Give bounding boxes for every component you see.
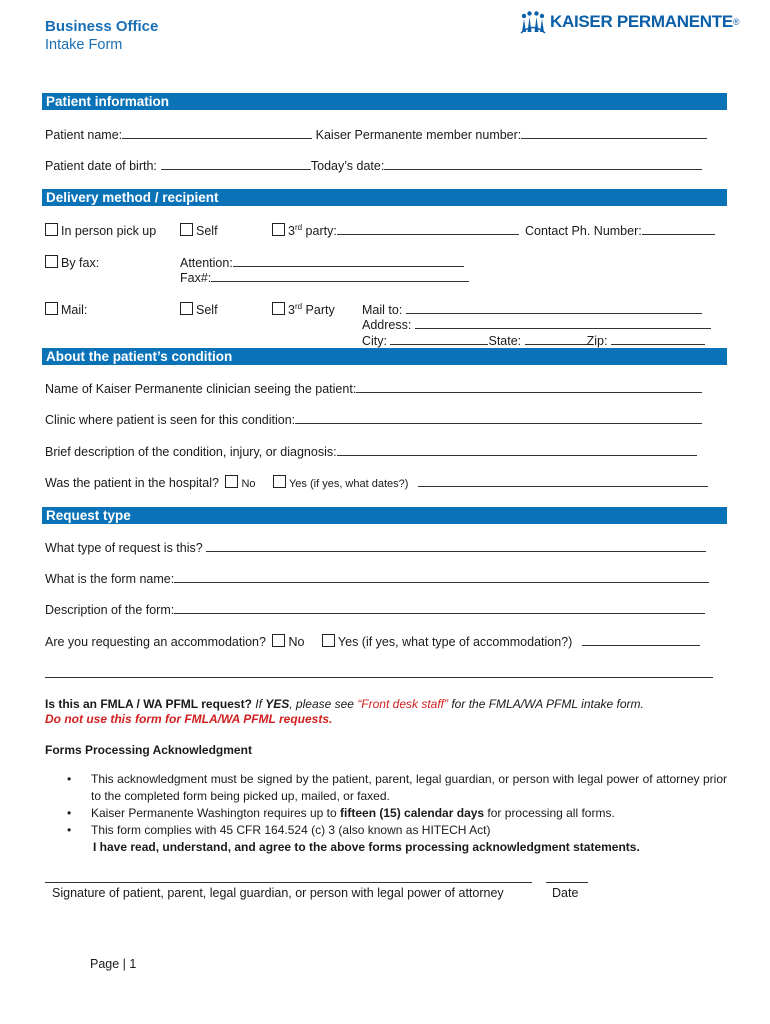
hospital-dates-field[interactable] bbox=[418, 475, 708, 487]
mail-third-party-option bbox=[272, 302, 335, 317]
form-name-field[interactable] bbox=[174, 571, 709, 583]
mail-third-party-checkbox[interactable] bbox=[272, 302, 285, 315]
fax-option bbox=[45, 255, 99, 270]
mail-option bbox=[45, 302, 87, 317]
diagnosis-field[interactable] bbox=[337, 444, 697, 456]
date-label: Date bbox=[552, 886, 579, 900]
fmla-please: , please see bbox=[289, 697, 358, 711]
contact-phone-label: Contact Ph. Number: bbox=[525, 224, 642, 238]
fax-label: By fax: bbox=[61, 256, 100, 270]
address-row bbox=[362, 317, 711, 332]
clinic-label: Clinic where patient is seen for this condition: bbox=[45, 413, 296, 427]
zip-field[interactable] bbox=[611, 333, 705, 345]
pickup-checkbox[interactable] bbox=[45, 223, 58, 236]
fax-checkbox[interactable] bbox=[45, 255, 58, 268]
mail-self-option bbox=[180, 302, 218, 317]
form-name-label: What is the form name: bbox=[45, 572, 175, 586]
third-party-sup: rd bbox=[294, 223, 303, 232]
today-date-label: Today’s date: bbox=[310, 159, 385, 173]
hospital-no-checkbox[interactable] bbox=[225, 475, 238, 488]
diagnosis-row bbox=[45, 444, 697, 459]
mail-label: Mail: bbox=[61, 303, 88, 317]
date-line[interactable] bbox=[546, 882, 588, 883]
accommodation-yes-checkbox[interactable] bbox=[322, 634, 335, 647]
member-number-field[interactable] bbox=[521, 127, 707, 139]
section-patient-condition: About the patient’s condition bbox=[42, 348, 727, 365]
form-description-field[interactable] bbox=[174, 602, 705, 614]
section-delivery-method: Delivery method / recipient bbox=[42, 189, 727, 206]
hospital-yes-label: Yes (if yes, what dates?) bbox=[288, 478, 409, 490]
state-field[interactable] bbox=[525, 333, 587, 345]
section-patient-information: Patient information bbox=[42, 93, 727, 110]
accommodation-label: Are you requesting an accommodation? bbox=[45, 635, 266, 649]
mail-self-checkbox[interactable] bbox=[180, 302, 193, 315]
signature-label: Signature of patient, parent, legal guardian, or person with legal power of attorney bbox=[52, 886, 504, 900]
third-party-label: party: bbox=[302, 224, 337, 239]
ack-list bbox=[45, 771, 727, 854]
mail-to-field[interactable] bbox=[406, 302, 702, 314]
logo-text: KAISER PERMANENTE bbox=[550, 12, 733, 31]
fmla-if: If bbox=[251, 697, 266, 711]
clinician-label: Name of Kaiser Permanente clinician seeing the patient: bbox=[45, 382, 357, 396]
logo-registered-mark: ® bbox=[732, 17, 740, 27]
kaiser-logo bbox=[520, 10, 740, 34]
zip-label: Zip: bbox=[586, 334, 608, 348]
clinic-field[interactable] bbox=[295, 412, 702, 424]
request-type-label: What type of request is this? bbox=[45, 541, 203, 555]
fmla-yes: YES bbox=[265, 697, 290, 711]
fmla-warning: Do not use this form for FMLA/WA PFML requests. bbox=[45, 712, 333, 726]
city-state-zip-row bbox=[362, 333, 705, 348]
accommodation-no-checkbox[interactable] bbox=[272, 634, 285, 647]
fmla-question bbox=[45, 697, 644, 711]
pickup-self-checkbox[interactable] bbox=[180, 223, 193, 236]
accommodation-extra-line[interactable] bbox=[45, 677, 713, 678]
accommodation-no-label: No bbox=[288, 635, 305, 649]
dob-label: Patient date of birth: bbox=[45, 159, 157, 173]
address-label: Address: bbox=[362, 318, 412, 332]
patient-name-field[interactable] bbox=[122, 127, 312, 139]
ack-b2-pre: Kaiser Permanente Washington requires up to bbox=[91, 806, 341, 820]
form-description-label: Description of the form: bbox=[45, 603, 175, 617]
clinician-row bbox=[45, 381, 702, 396]
third-party-field[interactable] bbox=[337, 223, 519, 235]
clinician-field[interactable] bbox=[356, 381, 702, 393]
attention-row bbox=[180, 255, 464, 270]
attention-field[interactable] bbox=[233, 255, 464, 267]
city-label: City: bbox=[362, 334, 387, 348]
ack-bullet-3: • This form complies with 45 CFR 164.524 (c) 3 (also known as HITECH Act) bbox=[45, 822, 727, 839]
ack-b2-bold: fifteen (15) calendar days bbox=[340, 806, 485, 820]
page-number: Page | 1 bbox=[90, 957, 137, 971]
fmla-question-text: Is this an FMLA / WA PFML request? bbox=[45, 697, 252, 711]
mail-third-label: Party bbox=[302, 303, 335, 318]
signature-line[interactable] bbox=[45, 882, 532, 883]
hospital-label: Was the patient in the hospital? bbox=[45, 476, 219, 490]
patient-dob-row bbox=[45, 158, 702, 173]
pickup-option bbox=[45, 223, 156, 238]
hospital-row bbox=[45, 475, 708, 490]
patient-name-row bbox=[45, 127, 707, 142]
today-date-field[interactable] bbox=[384, 158, 702, 170]
fax-number-field[interactable] bbox=[211, 270, 469, 282]
fax-number-label: Fax#: bbox=[180, 271, 212, 285]
kaiser-logo-icon bbox=[520, 10, 546, 34]
contact-phone-field[interactable] bbox=[642, 223, 715, 235]
mail-to-label: Mail to: bbox=[362, 303, 403, 317]
form-description-row bbox=[45, 602, 705, 617]
hospital-no-label: No bbox=[241, 478, 256, 490]
mail-checkbox[interactable] bbox=[45, 302, 58, 315]
pickup-third-party-option bbox=[272, 223, 519, 238]
pickup-self-option bbox=[180, 223, 218, 238]
pickup-self-label: Self bbox=[196, 224, 218, 238]
accommodation-type-field[interactable] bbox=[582, 634, 700, 646]
request-type-row bbox=[45, 540, 706, 555]
fmla-rest: for the FMLA/WA PFML intake form. bbox=[448, 697, 644, 711]
diagnosis-label: Brief description of the condition, injury, or diagnosis: bbox=[45, 445, 337, 459]
mail-to-row bbox=[362, 302, 702, 317]
accommodation-yes-label: Yes (if yes, what type of accommodation?) bbox=[337, 635, 573, 649]
hospital-yes-checkbox[interactable] bbox=[273, 475, 286, 488]
pickup-label: In person pick up bbox=[61, 224, 157, 238]
form-subtitle: Intake Form bbox=[45, 37, 123, 53]
member-number-label: Kaiser Permanente member number: bbox=[315, 128, 522, 142]
section-request-type: Request type bbox=[42, 507, 727, 524]
third-party-prefix: 3 bbox=[288, 224, 295, 239]
form-name-row bbox=[45, 571, 709, 586]
dob-field[interactable] bbox=[161, 158, 311, 170]
mail-self-label: Self bbox=[196, 303, 218, 317]
ack-statement: I have read, understand, and agree to the above forms processing acknowledgment statements. bbox=[93, 840, 640, 854]
ack-bullet-1: • This acknowledgment must be signed by the patient, parent, legal guardian, or person with legal power of attorney prior to the completed form being picked up, mailed, or faxed. bbox=[45, 771, 727, 805]
ack-heading: Forms Processing Acknowledgment bbox=[45, 743, 252, 757]
address-field[interactable] bbox=[415, 317, 711, 329]
ack-bullet-2 bbox=[45, 805, 727, 822]
city-field[interactable] bbox=[390, 333, 488, 345]
mail-third-sup: rd bbox=[294, 302, 303, 311]
contact-phone-row bbox=[525, 223, 715, 238]
state-label: State: bbox=[488, 334, 522, 348]
request-type-field[interactable] bbox=[206, 540, 706, 552]
form-title: Business Office bbox=[45, 18, 159, 35]
fmla-front-desk: “Front desk staff” bbox=[357, 697, 449, 711]
fax-number-row bbox=[180, 270, 469, 285]
mail-third-prefix: 3 bbox=[288, 303, 295, 318]
patient-name-label: Patient name: bbox=[45, 128, 123, 142]
clinic-row bbox=[45, 412, 702, 427]
pickup-third-party-checkbox[interactable] bbox=[272, 223, 285, 236]
ack-b2-post: for processing all forms. bbox=[484, 806, 615, 820]
accommodation-row bbox=[45, 634, 700, 649]
attention-label: Attention: bbox=[180, 256, 233, 270]
